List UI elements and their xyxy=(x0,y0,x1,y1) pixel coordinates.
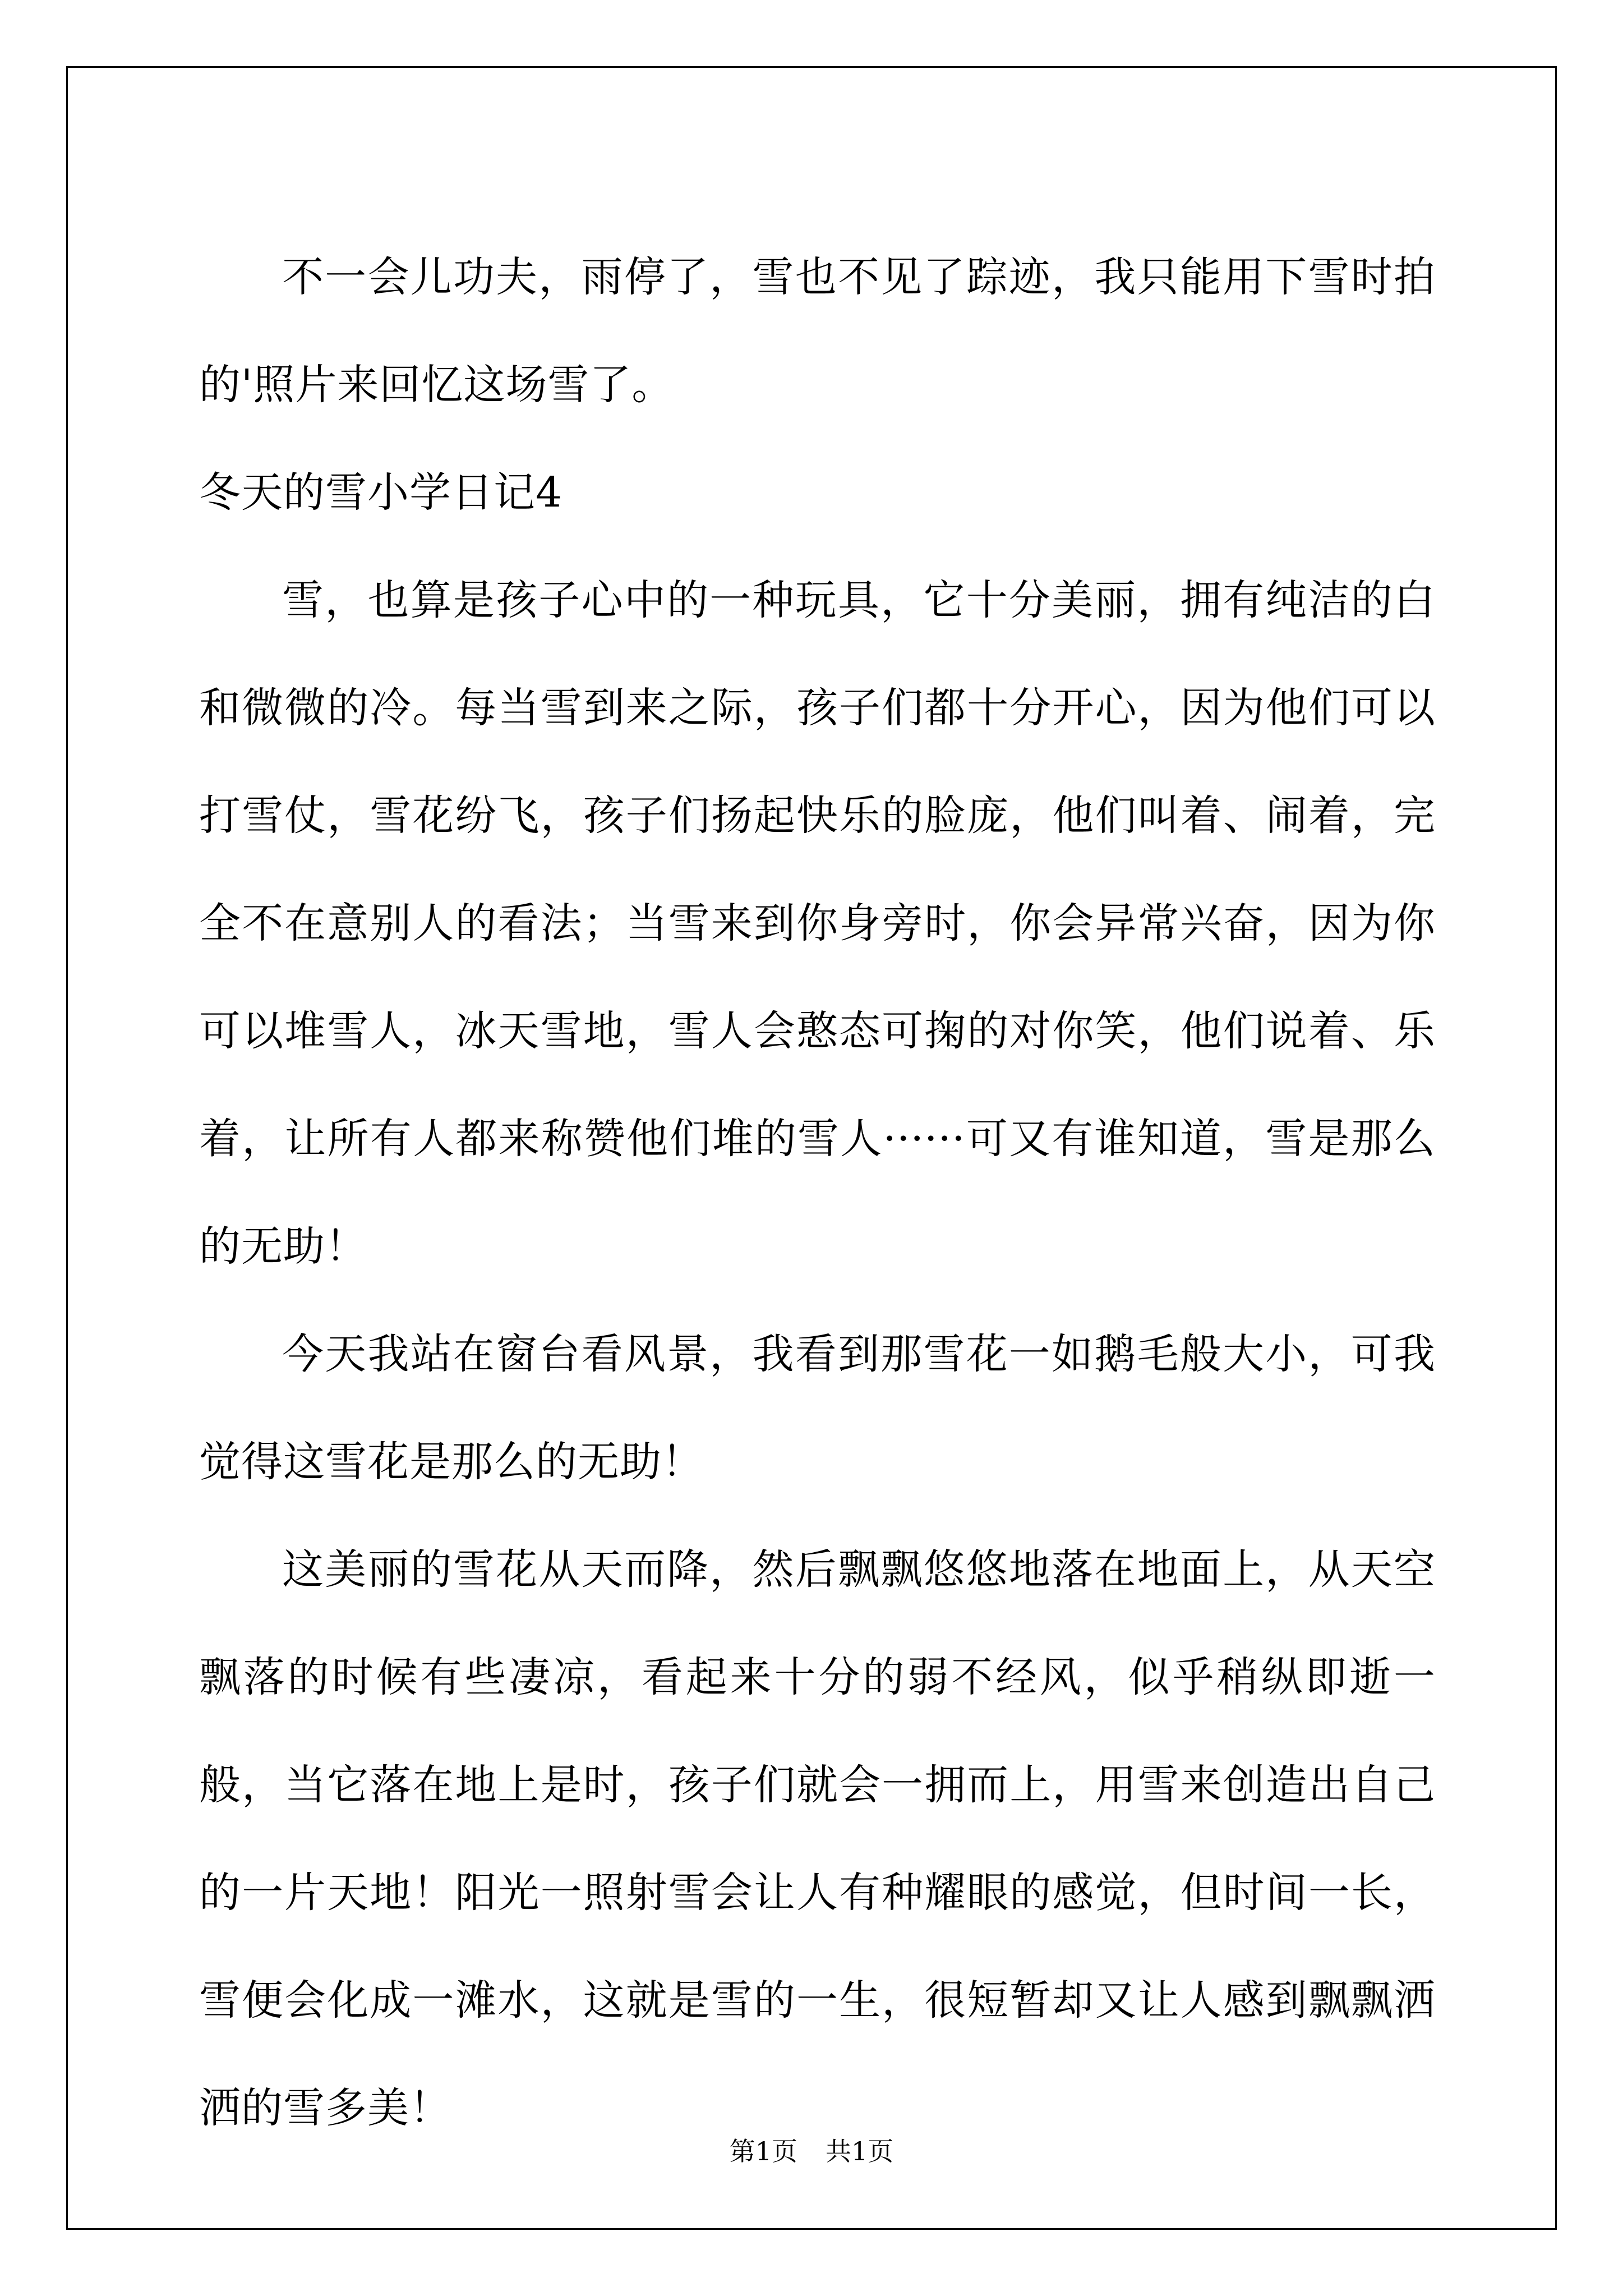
paragraph-3: 今天我站在窗台看风景，我看到那雪花一如鹅毛般大小，可我觉得这雪花是那么的无助！ xyxy=(199,1330,1436,1486)
section-heading: 冬天的雪小学日记4 xyxy=(199,468,563,517)
page-footer xyxy=(0,2134,1623,2168)
page-number-current: 第1页 xyxy=(729,2136,797,2166)
page-number-total: 共1页 xyxy=(826,2136,894,2166)
paragraph-2: 雪，也算是孩子心中的一种玩具，它十分美丽，拥有纯洁的白和微微的冷。每当雪到来之际，孩子们都十分开心，因为他们可以打雪仗，雪花纷飞，孩子们扬起快乐的脸庞，他们叫着、闹着，完全不在意别人的看法；当雪来到你身旁时，你会异常兴奋，因为你可以堆雪人，冰天雪地，雪人会憨态可掬的对你笑，他们说着、乐着，让所有人都来称赞他们堆的雪人······可又有谁知道，雪是那么的无助！ xyxy=(199,576,1436,1271)
document-body xyxy=(199,223,1436,2162)
paragraph-4: 这美丽的雪花从天而降，然后飘飘悠悠地落在地面上，从天空飘落的时候有些凄凉，看起来十分的弱不经风，似乎稍纵即逝一般，当它落在地上是时，孩子们就会一拥而上，用雪来创造出自己的一片天地！阳光一照射雪会让人有种耀眼的感觉，但时间一长，雪便会化成一滩水，这就是雪的一生，很短暂却又让人感到飘飘洒洒的雪多美！ xyxy=(199,1545,1436,2132)
paragraph-1: 不一会儿功夫，雨停了，雪也不见了踪迹，我只能用下雪时拍的'照片来回忆这场雪了。 xyxy=(199,253,1436,409)
